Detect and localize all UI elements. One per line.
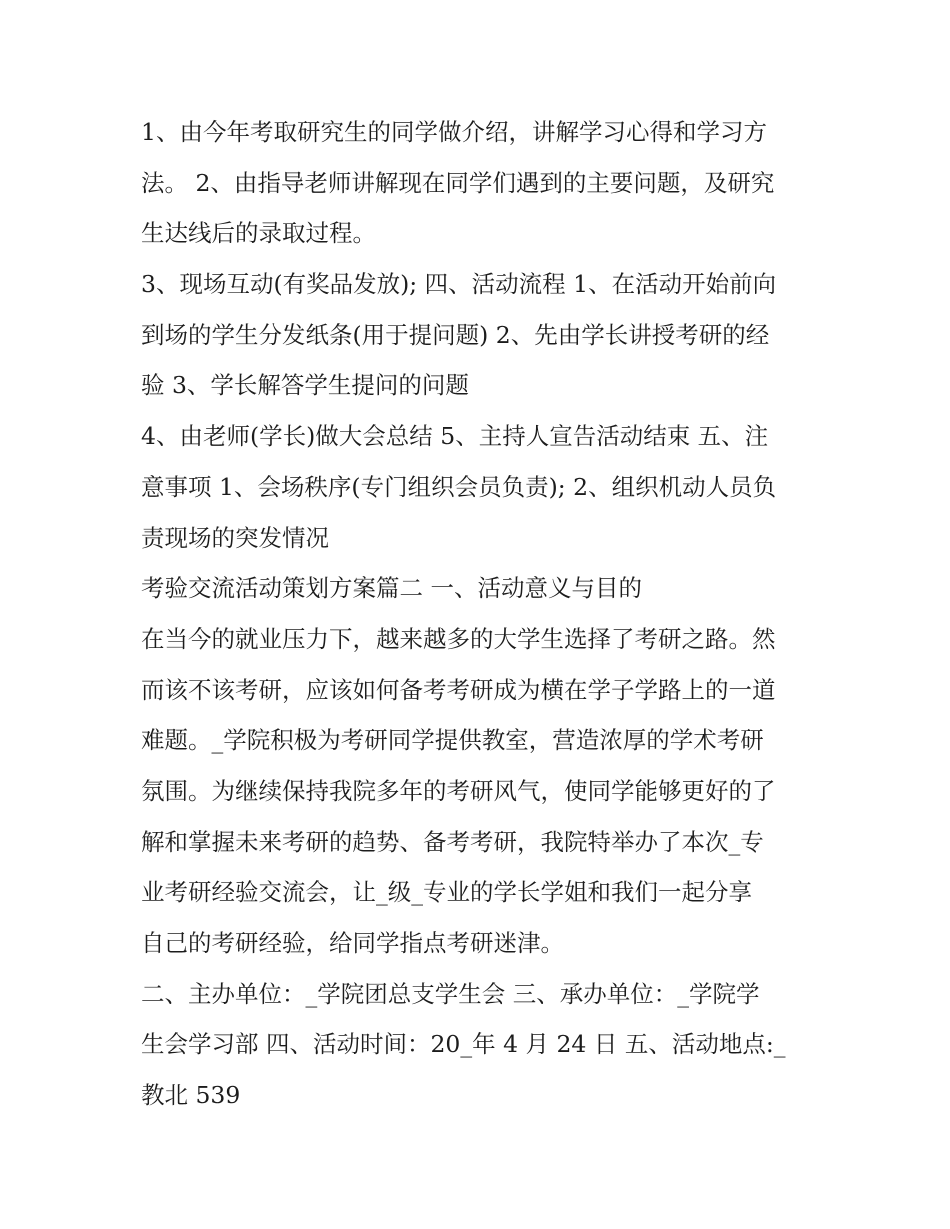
text-line: 1、由今年考取研究生的同学做介绍，讲解学习心得和学习方 (141, 118, 767, 146)
text-line: 生达线后的录取过程。 (141, 219, 376, 248)
text-line: 法。 2、由指导老师讲解现在同学们遇到的主要问题，及研究 (141, 168, 775, 197)
document-body (141, 107, 821, 1121)
text-line: 生会学习部 四、活动时间：20_年 4 月 24 日 五、活动地点:_ (141, 1030, 786, 1059)
text-line: 而该不该考研，应该如何备考考研成为横在学子学路上的一道 (141, 675, 776, 704)
text-line: 业考研经验交流会，让_级_专业的学长学姐和我们一起分享 (141, 878, 752, 907)
text-line: 解和掌握未来考研的趋势、备考考研，我院特举办了本次_专 (141, 827, 764, 856)
section-heading: 考验交流活动策划方案篇二 一、活动意义与目的 (141, 574, 642, 603)
text-line: 教北 539 (141, 1081, 241, 1110)
text-line: 验 3、学长解答学生提问的问题 (141, 371, 469, 400)
text-line: 氛围。为继续保持我院多年的考研风气，使同学能够更好的了 (141, 776, 776, 805)
text-line: 自己的考研经验，给同学指点考研迷津。 (141, 929, 564, 957)
text-line: 责现场的突发情况 (141, 523, 329, 552)
text-line: 在当今的就业压力下，越来越多的大学生选择了考研之路。然 (141, 624, 776, 653)
text-line: 到场的学生分发纸条(用于提问题) 2、先由学长讲授考研的经 (141, 320, 770, 349)
text-line: 二、主办单位：_学院团总支学生会 三、承办单位：_学院学 (141, 979, 760, 1008)
text-line: 意事项 1、会场秩序(专门组织会员负责); 2、组织机动人员负 (141, 472, 777, 501)
text-line: 3、现场互动(有奖品发放); 四、活动流程 1、在活动开始前向 (141, 270, 777, 299)
text-line: 4、由老师(学长)做大会总结 5、主持人宣告活动结束 五、注 (141, 422, 769, 451)
text-line: 难题。_学院积极为考研同学提供教室，营造浓厚的学术考研 (141, 726, 764, 755)
